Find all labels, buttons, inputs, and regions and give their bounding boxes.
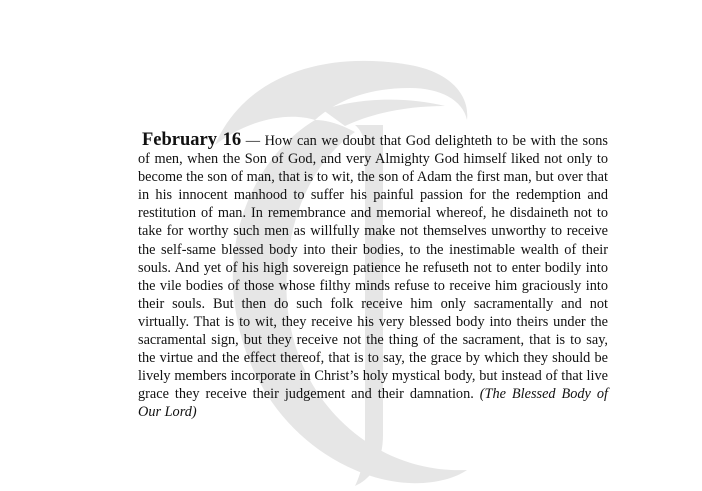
entry-paragraph	[138, 131, 608, 422]
entry-date: February 16	[142, 130, 242, 150]
entry-body: How can we doubt that God delighteth to be with the sons of men, when the Son of God, and very Almighty God himself liked not only to become the son of man, that is to wit, the son of Adam the first man, but over that in his innocent manhood to suffer his painful passion for the redemption and restitution of man. In remembrance and memorial whereof, he disdaineth not to take for worthy such men as willfully make not themselves unworthy to receive the self-same blessed body into their bodies, to the inestimable wealth of their souls. And yet of his high sovereign patience he refuseth not to enter bodily into the vile bodies of those whose filthy minds refuse to receive him graciously into their souls. But then do such folk receive him only sacramentally and not virtually. That is to wit, they receive his very blessed body into theirs under the sacramental sign, but they receive not the thing of the sacrament, that is to say, the virtue and the effect thereof, that is to say, the grace by which they should be lively members incorporate in Christ’s holy mystical body, but instead of that live grace they receive their judgement and their damnation.	[138, 133, 608, 403]
entry-source: (The Blessed Body of Our Lord)	[138, 386, 608, 421]
document-page	[138, 131, 608, 422]
entry-separator: —	[241, 133, 265, 149]
